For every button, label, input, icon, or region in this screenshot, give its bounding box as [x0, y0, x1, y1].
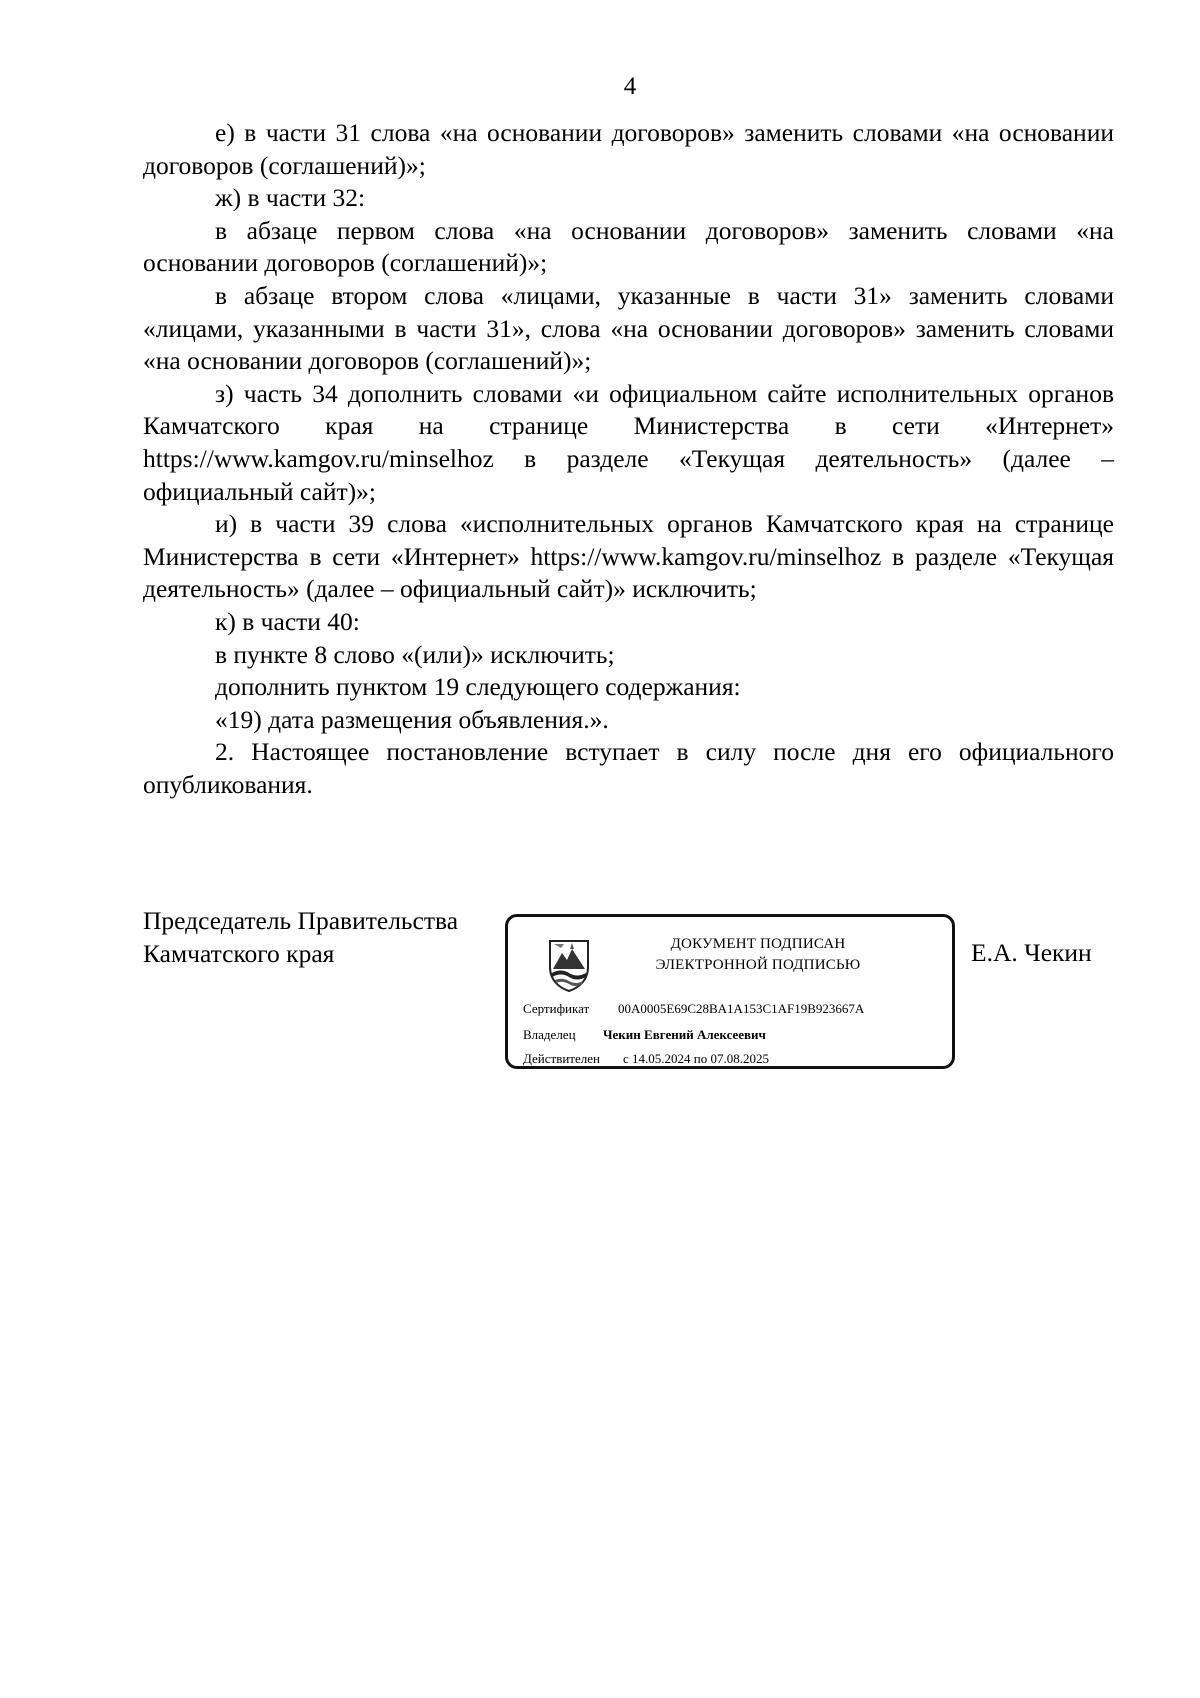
paragraph-zh-second-indent: в абзаце втором слова «лицами, указанные в части 31» заменить словами «лицами, указанными в части 31», слова «на основании договоров» заменить словами «на основании договоров (соглашений)»;: [143, 280, 1114, 376]
signer-position: [143, 905, 458, 970]
certificate-label: Сертификат: [523, 1001, 590, 1016]
certificate-value: 00A0005E69C28BA1A153C1AF19B923667A: [618, 1001, 865, 1016]
signer-position-line-2: Камчатского края: [143, 938, 335, 968]
validity-label: Действителен: [523, 1051, 600, 1066]
signature-block: [143, 905, 1114, 1085]
certificate-row: [523, 1001, 864, 1017]
paragraph-e: е) в части 31 слова «на основании договоров» заменить словами «на основании договоров (соглашений)»;: [143, 118, 1114, 180]
paragraph-zh-first-indent: в абзаце первом слова «на основании договоров» заменить словами «на основании договоров (соглашений)»;: [143, 215, 1114, 278]
paragraph-z: з) часть 34 дополнить словами «и официальном сайте исполнительных органов Камчатского края на странице Министерства в сети «Интернет» https://www.kamgov.ru/minselhoz в разделе «Текущая деятельность» (далее – официальный сайт)»;: [143, 378, 1114, 506]
paragraph-k-item-8: в пункте 8 слово «(или)» исключить;: [215, 639, 615, 669]
owner-value: Чекин Евгений Алексеевич: [603, 1027, 766, 1042]
paragraph-k-item-19: «19) дата размещения объявления.».: [215, 704, 609, 734]
owner-row: [523, 1027, 766, 1043]
paragraph-k: к) в части 40:: [215, 606, 360, 636]
page-number: 4: [623, 73, 637, 100]
paragraph-i: и) в части 39 слова «исполнительных органов Камчатского края на странице Министерства в сети «Интернет» https://www.kamgov.ru/minselhoz в разделе «Текущая деятельность» (далее – официальный сайт)» исключить;: [143, 509, 1114, 604]
stamp-heading-line-1: ДОКУМЕНТ ПОДПИСАН: [670, 936, 846, 952]
signer-position-line-1: Председатель Правительства: [143, 906, 459, 935]
stamp-heading: [608, 934, 908, 976]
signer-name: Е.А. Чекин: [971, 938, 1092, 967]
paragraph-zh: ж) в части 32:: [215, 183, 366, 213]
owner-label: Владелец: [523, 1027, 576, 1042]
document-body: [143, 117, 1114, 801]
kamchatka-coat-of-arms-icon: [544, 937, 594, 993]
paragraph-2-effective-date: 2. Настоящее постановление вступает в силу после дня его официального опубликования.: [143, 737, 1114, 799]
validity-value: с 14.05.2024 по 07.08.2025: [623, 1051, 769, 1066]
validity-row: [523, 1051, 769, 1067]
electronic-signature-stamp: [505, 914, 955, 1069]
stamp-heading-line-2: ЭЛЕКТРОННОЙ ПОДПИСЬЮ: [655, 957, 861, 973]
paragraph-k-item-19-intro: дополнить пунктом 19 следующего содержания:: [215, 672, 741, 702]
